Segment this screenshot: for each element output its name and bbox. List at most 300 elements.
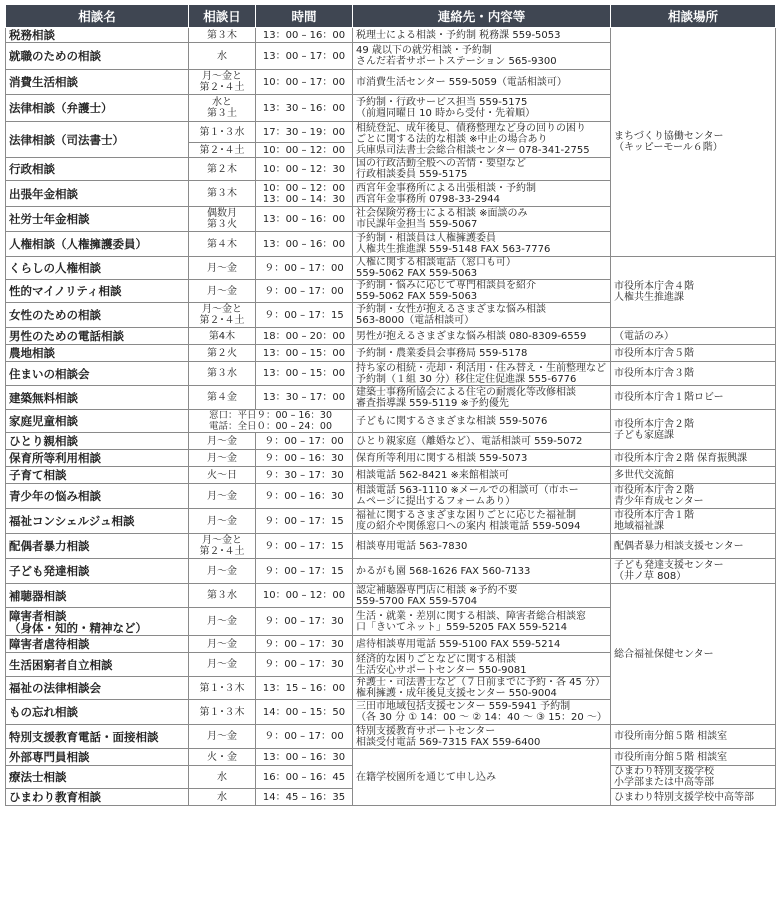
- consultation-name: [6, 789, 189, 806]
- consultation-day-line: 月～金: [207, 565, 237, 577]
- consultation-name-line: 子ども発達相談: [9, 564, 90, 578]
- consultation-place-line: 市役所本庁舎２階: [614, 485, 694, 496]
- contact-info: [353, 584, 611, 608]
- consultation-day: [189, 43, 256, 70]
- contact-info: [353, 303, 611, 328]
- consultation-place: [611, 450, 776, 467]
- consultation-day: [189, 207, 256, 232]
- consultation-day-line: 第３水: [207, 590, 237, 601]
- consultation-time: [256, 122, 353, 143]
- consultation-time: [256, 257, 353, 280]
- consultation-day: [189, 677, 256, 700]
- consultation-day-line: 第２･４土: [199, 546, 245, 557]
- consultation-name: [6, 608, 189, 636]
- contact-info: [353, 410, 611, 433]
- consultation-place: [611, 749, 776, 766]
- contact-info-line: 虐待相談専用電話 559-5100 FAX 559-5214: [356, 638, 561, 650]
- consultation-day-line: 窓口：平日９：00 – 16：30: [208, 410, 333, 421]
- consultation-place-line: （キッピーモール６階）: [614, 142, 723, 153]
- consultation-time: [256, 653, 353, 677]
- contact-info-line: 相談専用電話 563-7830: [356, 540, 468, 552]
- consultation-time-line: ９：00 – 17：00: [264, 435, 344, 447]
- consultation-time: [256, 28, 353, 43]
- consultation-name: [6, 362, 189, 386]
- contact-info-line: 相談電話 562-8421 ※来館相談可: [356, 469, 509, 481]
- contact-info-line: （各 30 分 ① 14：00 ～ ② 14：40 ～ ③ 15：20 ～）: [356, 712, 607, 723]
- consultation-name-line: 人権相談（人権擁護委員）: [9, 237, 147, 251]
- consultation-day: [189, 122, 256, 143]
- contact-info-line: 経済的な困りごとなどに関する相談: [356, 653, 516, 665]
- consultation-time-line: 14：00 – 15：50: [262, 706, 346, 718]
- consultation-time-line: 13：00 – 14：30: [262, 193, 346, 205]
- consultation-name: [6, 386, 189, 410]
- contact-info-line: 相談電話 563-1110 ※メールでの相談可（市ホー: [356, 485, 579, 496]
- consultation-day: [189, 257, 256, 280]
- consultation-place: [611, 257, 776, 328]
- consultation-place-line: 子ども発達支援センター: [614, 560, 724, 571]
- contact-info-line: 人権に関する相談電話（窓口も可）: [356, 257, 516, 268]
- contact-info: [353, 232, 611, 257]
- consultation-day-line: 第１･３木: [199, 682, 245, 694]
- consultation-day: [189, 700, 256, 725]
- consultation-day-line: 第２木: [207, 163, 237, 175]
- consultation-day-line: 第３木: [207, 188, 237, 199]
- contact-info: [353, 257, 611, 280]
- consultation-place-line: （井ノ草 808）: [614, 571, 687, 582]
- table-row: [6, 328, 776, 345]
- consultation-name: [6, 559, 189, 584]
- consultation-day-line: 月～金: [207, 285, 237, 297]
- consultation-name-line: 女性のための相談: [9, 308, 101, 322]
- consultation-time: [256, 433, 353, 450]
- contact-info-line: 権利擁護・成年後見支援センター 550-9004: [356, 688, 557, 699]
- contact-info-line: ひとり親家庭（離婚など）、電話相談可 559-5072: [356, 435, 583, 447]
- consultation-time: [256, 158, 353, 181]
- consultation-day: [189, 584, 256, 608]
- header-name: 相談名: [6, 5, 189, 28]
- consultation-name-line: 配偶者暴力相談: [9, 539, 90, 553]
- consultation-name-line: 社労士年金相談: [9, 212, 90, 226]
- consultation-place-line: ひまわり特別支援学校中高等部: [614, 791, 754, 803]
- consultation-place: [611, 362, 776, 386]
- contact-info: [353, 608, 611, 636]
- table-row: [6, 749, 776, 766]
- consultation-place: [611, 509, 776, 534]
- consultation-time-line: 10：00 – 12：00: [262, 590, 346, 601]
- consultation-name: [6, 328, 189, 345]
- contact-info: [353, 95, 611, 122]
- consultation-name-line: もの忘れ相談: [9, 705, 78, 719]
- consultation-day-line: 第３火: [207, 219, 237, 230]
- contact-info: [353, 433, 611, 450]
- consultation-time-line: 13：30 – 17：00: [262, 392, 346, 403]
- consultation-time-line: ９：00 – 16：30: [264, 452, 344, 464]
- consultation-day-line: 月～金と: [202, 71, 242, 82]
- consultation-day-line: 月～金: [207, 262, 237, 274]
- contact-info: [353, 207, 611, 232]
- consultation-name-line: 福祉の法律相談会: [9, 681, 101, 695]
- consultation-day: [189, 410, 353, 433]
- consultation-place: [611, 410, 776, 450]
- consultation-day: [189, 280, 256, 303]
- contact-info-line: 市消費生活センター 559-5059（電話相談可）: [356, 76, 567, 88]
- contact-info-line: 市民課年金担当 559-5067: [356, 219, 478, 230]
- consultation-name-line: 福祉コンシェルジュ相談: [9, 514, 135, 528]
- consultation-place: [611, 789, 776, 806]
- consultation-time: [256, 766, 353, 789]
- consultation-day: [189, 766, 256, 789]
- consultation-name-line: くらしの人権相談: [9, 261, 101, 275]
- contact-info-line: 保育所等利用に関する相談 559-5073: [356, 452, 528, 464]
- contact-info-line: 予約制・行政サービス担当 559-5175: [356, 97, 528, 108]
- contact-info-line: 49 歳以下の就労相談・予約制: [356, 45, 492, 56]
- contact-info: [353, 559, 611, 584]
- consultation-place: [611, 328, 776, 345]
- contact-info-line: 持ち家の相続・売却・利活用・住み替え・生前整理など: [356, 362, 606, 374]
- consultation-day: [189, 450, 256, 467]
- consultation-day-line: 第３土: [207, 108, 237, 119]
- header-row: [6, 5, 776, 28]
- table-row: [6, 450, 776, 467]
- contact-info: [353, 362, 611, 386]
- consultation-name-line: 男性のための電話相談: [9, 329, 124, 343]
- consultation-place-line: 市役所本庁舎５階: [614, 347, 694, 359]
- consultation-time: [256, 143, 353, 158]
- consultation-name: [6, 725, 189, 749]
- table-row: [6, 467, 776, 484]
- header-info: 連絡先・内容等: [353, 5, 611, 28]
- contact-info-line: かるがも園 568-1626 FAX 560-7133: [356, 565, 531, 577]
- consultation-name: [6, 534, 189, 559]
- consultation-day-line: 第２･４土: [199, 315, 245, 326]
- contact-info-line: 行政相談委員 559-5175: [356, 169, 468, 180]
- consultation-name: [6, 433, 189, 450]
- consultation-day-line: 第4木: [208, 330, 236, 342]
- consultation-day-line: 月～金: [207, 515, 237, 527]
- contact-info-line: 予約制・悩みに応じて専門相談員を紹介: [356, 280, 536, 291]
- contact-info-line: 559-5062 FAX 559-5063: [356, 291, 478, 302]
- consultation-name-line: 青少年の悩み相談: [9, 489, 101, 503]
- table-row: [6, 345, 776, 362]
- consultation-name: [6, 181, 189, 207]
- table-row: [6, 559, 776, 584]
- header-day: 相談日: [189, 5, 256, 28]
- consultation-time-line: 18：00 – 20：00: [262, 330, 346, 342]
- consultation-time: [256, 749, 353, 766]
- consultation-place-line: 人権共生推進課: [614, 292, 684, 303]
- consultation-name-line: 住まいの相談会: [9, 366, 90, 381]
- consultation-day: [189, 636, 256, 653]
- consultation-time-line: 17：30 – 19：00: [262, 126, 346, 138]
- contact-info: [353, 158, 611, 181]
- consultation-place: [611, 345, 776, 362]
- consultation-name: [6, 584, 189, 608]
- table-row: [6, 584, 776, 608]
- consultation-day-line: 第１･３木: [199, 706, 245, 718]
- contact-info-line: 社会保険労務士による相談 ※面談のみ: [356, 208, 528, 219]
- table-row: [6, 28, 776, 43]
- consultation-time-line: ９：00 – 17：30: [264, 616, 344, 627]
- consultation-day: [189, 484, 256, 509]
- contact-info-line: 予約制・相談員は人権擁護委員: [356, 233, 496, 244]
- consultation-place: [611, 386, 776, 410]
- consultation-name-line: 出張年金相談: [9, 186, 78, 201]
- consultation-day: [189, 467, 256, 484]
- table-row: [6, 257, 776, 280]
- contact-info: [353, 345, 611, 362]
- table-row: [6, 509, 776, 534]
- table-row: [6, 484, 776, 509]
- consultation-time-line: ９：00 – 17：30: [264, 659, 344, 670]
- consultation-name: [6, 749, 189, 766]
- contact-info-line: （前週同曜日 10 時から受付・先着順）: [356, 108, 536, 119]
- consultation-time: [256, 559, 353, 584]
- consultation-time: [256, 232, 353, 257]
- consultation-place: [611, 559, 776, 584]
- consultation-day-line: 第３水: [207, 368, 237, 379]
- consultation-day: [189, 328, 256, 345]
- consultation-name: [6, 467, 189, 484]
- consultation-day: [189, 559, 256, 584]
- contact-info-line: 国の行政活動全般への苦情・要望など: [356, 158, 526, 169]
- contact-info: [353, 749, 611, 806]
- contact-info: [353, 700, 611, 725]
- consultation-day: [189, 789, 256, 806]
- contact-info: [353, 28, 611, 43]
- consultation-day: [189, 653, 256, 677]
- consultation-day-line: 電話：全日０：00 – 24：00: [208, 421, 333, 432]
- consultation-place-line: 配偶者暴力相談支援センター: [614, 540, 744, 552]
- contact-info: [353, 450, 611, 467]
- consultation-place: [611, 28, 776, 257]
- contact-info-line: ムページに提出するフォームあり）: [356, 496, 516, 507]
- consultation-time: [256, 362, 353, 386]
- consultation-time-line: 13：00 – 16：00: [262, 213, 346, 225]
- consultation-day-line: 月～金: [207, 616, 237, 627]
- contact-info-line: 西宮年金事務所 0798-33-2944: [356, 193, 501, 205]
- consultation-name: [6, 43, 189, 70]
- header-place: 相談場所: [611, 5, 776, 28]
- consultation-time-line: 13：15 – 16：00: [262, 682, 346, 694]
- contact-info-line: 予約制・農業委員会事務局 559-5178: [356, 347, 528, 359]
- consultation-place-line: 地域福祉課: [614, 521, 664, 532]
- consultation-time-line: 10：00 – 12：30: [262, 163, 346, 175]
- consultation-name: [6, 122, 189, 158]
- contact-info: [353, 636, 611, 653]
- consultation-time-line: ９：30 – 17：30: [264, 469, 344, 481]
- contact-info-line: 559-5700 FAX 559-5704: [356, 595, 478, 607]
- consultation-name: [6, 28, 189, 43]
- consultation-name-line: ひとり親相談: [9, 434, 78, 448]
- consultation-name: [6, 700, 189, 725]
- consultation-day: [189, 303, 256, 328]
- consultation-name: [6, 653, 189, 677]
- consultation-name-line: 障害者相談: [9, 608, 67, 623]
- consultation-day: [189, 232, 256, 257]
- consultation-place: [611, 766, 776, 789]
- consultation-name: [6, 303, 189, 328]
- contact-info-line: 予約制・女性が抱えるさまざまな悩み相談: [356, 304, 546, 315]
- consultation-place-line: 小学部または中高等部: [614, 777, 714, 788]
- consultation-time-line: 13：00 – 15：00: [262, 368, 346, 379]
- consultation-place-line: ひまわり特別支援学校: [614, 766, 714, 777]
- contact-info-line: 生活安心サポートセンター 550-9081: [356, 664, 527, 676]
- consultation-place-line: 市役所本庁舎１階ロビー: [614, 392, 724, 403]
- consultation-place: [611, 467, 776, 484]
- consultation-day-line: 月～金: [207, 659, 237, 670]
- consultation-time: [256, 789, 353, 806]
- consultation-place-line: 市役所本庁舎２階 保育振興課: [614, 452, 748, 464]
- contact-info: [353, 534, 611, 559]
- consultation-name: [6, 257, 189, 280]
- consultation-day-line: 月～金: [207, 731, 237, 742]
- table-row: [6, 534, 776, 559]
- consultation-time-line: 13：00 – 16：30: [262, 751, 346, 763]
- consultation-day-line: 月～金: [207, 638, 237, 650]
- consultation-day-line: 第４金: [207, 392, 237, 403]
- contact-info-line: 相談受付電話 569-7315 FAX 559-6400: [356, 736, 541, 748]
- contact-info: [353, 280, 611, 303]
- contact-info-line: 認定補聴器専門店に相談 ※予約不要: [356, 584, 518, 596]
- consultation-name-line: 障害者虐待相談: [9, 637, 90, 651]
- consultation-time: [256, 345, 353, 362]
- consultation-place-line: （電話のみ）: [614, 330, 674, 342]
- consultation-time-line: ９：00 – 17：15: [264, 309, 344, 321]
- contact-info: [353, 386, 611, 410]
- consultation-name-line: 子育て相談: [9, 468, 67, 482]
- consultation-name: [6, 345, 189, 362]
- consultation-time: [256, 509, 353, 534]
- consultation-day-line: 月～金: [207, 490, 237, 502]
- consultation-day-line: 第３木: [207, 29, 237, 41]
- consultation-time-line: 14：45 – 16：35: [262, 791, 346, 803]
- consultation-day: [189, 70, 256, 95]
- consultation-time: [256, 328, 353, 345]
- consultation-name: [6, 450, 189, 467]
- contact-info-line: 子どもに関するさまざまな相談 559-5076: [356, 415, 548, 427]
- contact-info-line: 審査指導課 559-5119 ※予約優先: [356, 397, 509, 409]
- consultation-day: [189, 28, 256, 43]
- consultation-time-line: ９：00 – 17：15: [264, 540, 344, 552]
- contact-info-line: 口「きいてネット」559-5205 FAX 559-5214: [356, 621, 568, 633]
- consultation-time-line: ９：00 – 17：00: [264, 731, 344, 742]
- consultation-day: [189, 345, 256, 362]
- contact-info: [353, 509, 611, 534]
- consultation-place-line: 子ども家庭課: [614, 429, 674, 441]
- consultation-place-line: 多世代交流館: [614, 469, 674, 481]
- consultation-place: [611, 584, 776, 725]
- contact-info: [353, 484, 611, 509]
- consultation-time-line: ９：00 – 17：00: [264, 262, 344, 274]
- consultation-place-line: 市役所本庁舎２階: [614, 418, 694, 430]
- consultation-name-line: 農地相談: [9, 346, 55, 360]
- consultation-place-line: 市役所本庁舎４階: [614, 281, 694, 292]
- consultation-day-line: 第１･３水: [199, 126, 245, 138]
- consultation-time-line: 13：00 – 15：00: [262, 347, 346, 359]
- consultation-place: [611, 534, 776, 559]
- contact-info: [353, 328, 611, 345]
- consultation-day: [189, 725, 256, 749]
- consultation-time: [256, 303, 353, 328]
- consultation-day-line: 月～金: [207, 435, 237, 447]
- consultation-day-line: 第４木: [207, 238, 237, 250]
- consultation-time-line: ９：00 – 16：30: [264, 490, 344, 502]
- consultation-table: [5, 4, 776, 806]
- contact-info-line: 559-5062 FAX 559-5063: [356, 268, 478, 279]
- consultation-time-line: 16：00 – 16：45: [262, 771, 346, 783]
- consultation-time: [256, 280, 353, 303]
- contact-info-line: 特別支援教育サポートセンター: [356, 725, 496, 737]
- consultation-day-line: 月～金: [207, 452, 237, 464]
- contact-info-line: 税理士による相談・予約制 税務課 559-5053: [356, 29, 561, 41]
- consultation-time: [256, 386, 353, 410]
- table-row: [6, 410, 776, 433]
- consultation-time: [256, 450, 353, 467]
- consultation-place: [611, 725, 776, 749]
- contact-info: [353, 43, 611, 70]
- table-row: [6, 386, 776, 410]
- consultation-name: [6, 410, 189, 433]
- table-row: [6, 725, 776, 749]
- consultation-time: [256, 725, 353, 749]
- consultation-time: [256, 534, 353, 559]
- contact-info: [353, 725, 611, 749]
- consultation-time: [256, 584, 353, 608]
- consultation-time: [256, 677, 353, 700]
- consultation-name-line: 法律相談（司法書士）: [9, 132, 124, 147]
- contact-info-line: 弁護士・司法書士など（７日前までに予約・各 45 分）: [356, 677, 606, 688]
- consultation-day: [189, 143, 256, 158]
- consultation-day-line: 水: [217, 50, 227, 62]
- contact-info-line: 福祉に関するさまざまな困りごとに応じた福祉制: [356, 510, 576, 521]
- consultation-name: [6, 677, 189, 700]
- consultation-name-line: 建築無料相談: [9, 390, 78, 405]
- consultation-time: [256, 608, 353, 636]
- consultation-day-line: 第２･４土: [199, 144, 245, 156]
- consultation-name: [6, 95, 189, 122]
- consultation-day: [189, 362, 256, 386]
- consultation-name: [6, 158, 189, 181]
- consultation-day-line: 月～金と: [202, 304, 242, 315]
- consultation-name: [6, 509, 189, 534]
- consultation-day-line: 水と: [212, 97, 232, 108]
- contact-info-line: 相続登記、成年後見、債務整理など身の回りの困り: [356, 123, 586, 134]
- consultation-day: [189, 534, 256, 559]
- consultation-day-line: 第２･４土: [199, 82, 245, 93]
- consultation-name-line: 保育所等利用相談: [9, 451, 101, 465]
- consultation-time: [256, 636, 353, 653]
- contact-info: [353, 653, 611, 677]
- consultation-time-line: 10：00 – 12：00: [262, 144, 346, 156]
- consultation-time-line: ９：00 – 17：15: [264, 565, 344, 577]
- consultation-time-line: 13：00 – 16：00: [262, 238, 346, 250]
- consultation-name-line: 就職のための相談: [9, 49, 101, 63]
- consultation-day-line: 第２火: [207, 347, 237, 359]
- consultation-place-line: 市役所南分館５階 相談室: [614, 751, 728, 763]
- consultation-name: [6, 636, 189, 653]
- contact-info-line: 西宮年金事務所による出張相談・予約制: [356, 182, 536, 194]
- consultation-name-line: 生活困窮者自立相談: [9, 657, 113, 672]
- consultation-place: [611, 484, 776, 509]
- consultation-day: [189, 95, 256, 122]
- consultation-name-line: 家庭児童相談: [9, 414, 78, 428]
- consultation-time-line: 10：00 – 17：00: [262, 76, 346, 88]
- consultation-name-line: 特別支援教育電話・面接相談: [9, 729, 159, 744]
- consultation-day-line: 火～日: [207, 469, 237, 481]
- consultation-time: [256, 467, 353, 484]
- consultation-time: [256, 43, 353, 70]
- consultation-day-line: 水: [217, 771, 227, 783]
